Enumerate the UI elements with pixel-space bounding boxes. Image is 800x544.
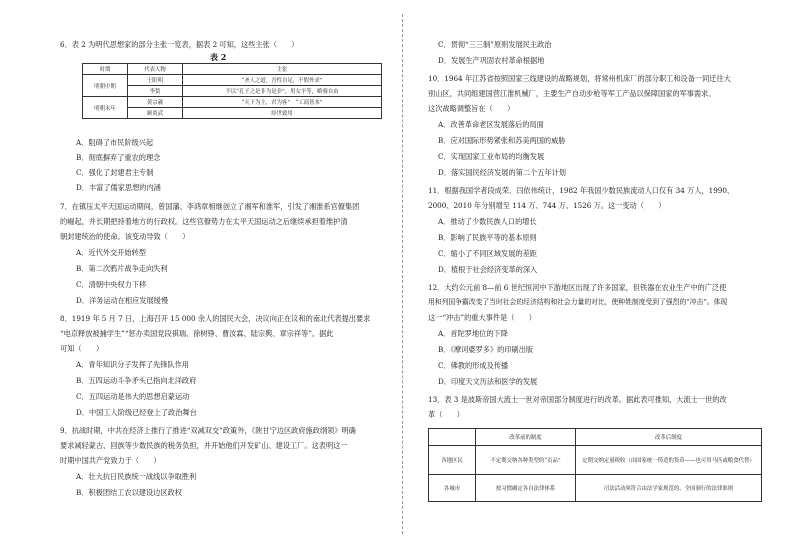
option: D．印度天文历法和医学的发展 [438,377,538,386]
q10-line: 这次战略调整旨在（ ） [428,104,515,113]
q9-line: 要求减轻蒙古、回族等少数民族的税务负担，并开始他们开发矿山、建设工厂。这表明这一 [60,441,348,450]
table2-cell: 不以“孔子之是非为是非”，男女平等，略骑自由 [183,86,382,97]
option: B．影响了民族平等的基本原则 [438,233,537,242]
q12-line: 这一“冲击”的重大事件是（ ） [428,313,536,322]
table2-header: 主张 [183,64,382,75]
option: A．首陀罗地位的下降 [438,329,508,338]
table-2 [82,63,382,119]
column-divider [402,14,403,534]
q12-line: 用和列国争霸改变了当时社会的经济结构和社会力量的对比，使种姓制度受到了强烈的“冲击”。体现 [428,298,728,306]
option: A．近代外交开始转型 [76,248,146,257]
table3-header [429,429,476,446]
table2-cell: 顾炎武 [128,108,183,119]
option: D．发展生产巩固农村革命根据地 [438,56,545,65]
option: B．彻底摒弃了重农的理念 [76,153,161,162]
table3-cell: 各城市 [429,475,476,502]
option: B．《摩诃婆罗多》的印刷出版 [438,345,534,354]
q7-line: 朝封建统治的使命。该变动导致（ ） [60,232,190,241]
option: D．落实国民经济发展的第二个五年计划 [438,168,566,177]
table2-cell: 李贽 [128,86,183,97]
option: A．青年知识分子发挥了先锋队作用 [76,360,190,369]
table3-cell: 不定期交纳各种类型的“贡品” [476,446,576,475]
option: A．壮大抗日民族统一战线以争取胜利 [76,472,197,481]
table2-cell: 明朝末年 [83,97,128,119]
table2-cell: 黄宗羲 [128,97,183,108]
table2-header: 时期 [83,64,128,75]
table2-cell: 明朝中期 [83,75,128,97]
q7-line: 的崛起，并长期把持着地方的行政权。这些官僚势力在太平天国运动之后继续承担着维护清 [60,217,348,226]
q8-line: “电京释放被捕学生”“惩办卖国党段祺瑞、徐树铮、曹汝霖、陆宗舆、章宗祥等”。据此 [60,329,334,338]
q7-line: 7．在镇压太平天国运动期间，曾国藩、李鸿章相继创立了湘军和淮军，引发了湘淮系官僚集团 [60,202,360,211]
table2-title: 表 2 [210,52,227,62]
option: D．植根于社会经济变革的深入 [438,265,538,274]
q10-line: 别山区，共同组建国营江淮机械厂，主要生产自动步枪等军工产品以保障国家的军事需求。 [428,89,716,98]
option: A．推动了少数民族人口的增长 [438,217,537,226]
q8-line: 8．1919 年 5 月 7 日，上海召开 15 000 余人的国民大会，决议向正在议和的南北代表提出要求 [60,314,371,323]
option: B．积极团结工农以建设边区政权 [76,488,182,497]
q9-line: 时期中国共产党致力于（ ） [60,456,161,465]
option: C．五四运动是伟大的思想启蒙运动 [76,392,190,401]
q8-line: 可知（ ） [60,344,104,353]
option: C．强化了封建君主专制 [76,168,154,177]
option: D．丰富了儒家思想的内涵 [76,183,161,192]
option: C．贯彻“三三制”原则发展民主政治 [438,40,552,49]
option: D．中国工人阶级已经登上了政治舞台 [76,408,197,417]
q13-line: 13．表 3 是波斯帝国大流士一世对帝国部分制度进行的改革。据此表可推知，大流士一世的改 [428,395,727,404]
table2-cell: “圣人之道，吾性自足，不假外求” [183,75,382,86]
option: B．应对国际形势紧张和苏美两国的威胁 [438,136,566,145]
option: C．缩小了不同区域发展的差距 [438,249,537,258]
option: A．改善革命老区发展落后的局面 [438,120,544,129]
option: C．实现国家工业布局的均衡发展 [438,152,545,161]
table3-cell: 按习惯确定各自法律体系 [476,475,576,502]
option: A．阻碍了市民阶级兴起 [76,138,154,147]
option: D．洋务运动在相应发展缓慢 [76,296,169,305]
q11-line: 2000、2010 年分别增至 114 万、744 万、1526 万。这一变动（ ） [428,201,666,210]
q10-line: 10．1964 年江苏省按照国家三线建设的战略规划，将常州机床厂的部分职工和设备一同迁往大 [428,74,731,83]
option: C．清朝中央权力下移 [76,280,147,289]
table2-cell: 经世致用 [183,108,382,119]
table3-cell: 司法活动须符合由法学家规范的、全国颁行的法律准则 [576,475,762,502]
table3-cell: 定期交纳定量税收（由国家统一铸造的货币——也可用马匹或粮食代替） [576,446,762,475]
q6-stem: 6．表 2 为明代思想家的部分主张一览表，据表 2 可知，这些主张（ ） [60,40,299,49]
option: B．第二次鸦片战争走向失利 [76,264,168,273]
table3-header: 改革前的制度 [476,429,576,446]
q9-line: 9．抗战时期，中共在经济上推行了推进“双减双交”政策外，《陕甘宁边区政府施政纲领》明确 [60,426,356,435]
table3-header: 改革后制度 [576,429,762,446]
option: C．佛教的形成及传播 [438,361,509,370]
table2-cell: “天下为主，君为客” “工商皆本” [183,97,382,108]
table2-cell: 王阳明 [128,75,183,86]
q11-line: 11．根据我国学者段成荣、闫依伟统计，1982 年我国少数民族流动人口仅有 34 万人，1990、 [428,186,735,195]
q13-line: 革（ ） [428,410,464,419]
table2-header: 代表人物 [128,64,183,75]
table3-cell: 各地区民 [429,446,476,475]
q12-line: 12．大约公元前 8—前 6 世纪恒河中下游地区出现了许多国家，但铁器在农业生产中的广泛使 [428,283,727,292]
table-3 [428,428,762,502]
option: B．五四运动斗争矛头已指向北洋政府 [76,376,197,385]
